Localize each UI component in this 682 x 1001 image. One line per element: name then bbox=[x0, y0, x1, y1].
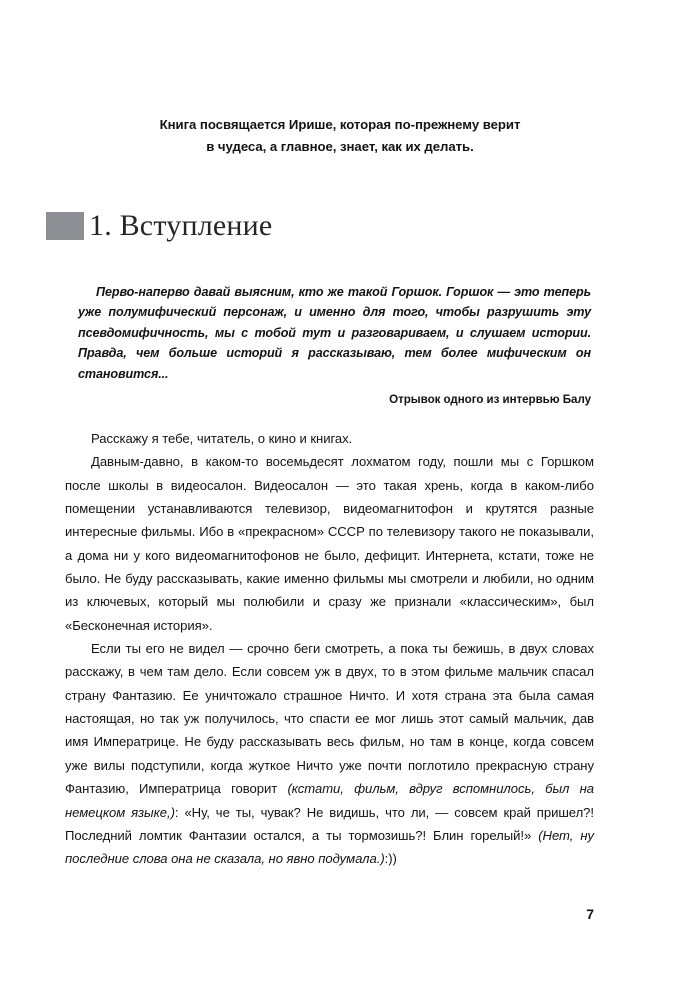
dedication-line-2: в чудеса, а главное, знает, как их делать. bbox=[206, 139, 474, 154]
dedication-line-1: Книга посвящается Ирише, которая по-прежнему верит bbox=[159, 117, 521, 132]
chapter-heading bbox=[46, 206, 272, 246]
page-number: 7 bbox=[586, 906, 594, 922]
epigraph-source: Отрывок одного из интервью Балу bbox=[389, 393, 591, 407]
body-text bbox=[65, 427, 594, 871]
chapter-title: 1. Вступление bbox=[89, 209, 273, 242]
paragraph: Давным-давно, в каком-то восемьдесят лохматом году, пошли мы с Горшком после школы в видеосалон. Видеосалон — это такая хрень, когда в каком-либо помещении устанавливаются телевизор, видеомагнитофон и крутятся разные интересные фильмы. Ибо в «прекрасном» СССР по телевизору такого не показывали, а дома ни у кого видеомагнитофонов не было, дефицит. Интернета, кстати, тоже не было. Не буду рассказывать, какие именно фильмы мы смотрели и любили, но одним из ключевых, который мы полюбили и сразу же признали «классическим», был «Бесконечная история». bbox=[65, 454, 594, 633]
chapter-marker-block bbox=[46, 212, 84, 240]
epigraph-block bbox=[78, 282, 591, 408]
emphasis-run: (кстати, фильм, вдруг вспомнилось, был на немецком языке,) bbox=[65, 781, 594, 820]
epigraph-text: Перво-наперво давай выясним, кто же такой Горшок. Горшок — это теперь уже полумифический персонаж, и именно для того, чтобы разрушить эту псевдомифичность, мы с тобой тут и разговариваем, и слушаем истории. Правда, чем больше историй я рассказываю, тем более мифическим он становится... bbox=[78, 285, 591, 381]
emphasis-run: (Нет, ну последние слова она не сказала, но явно подумала.) bbox=[65, 827, 594, 867]
paragraph: Расскажу я тебе, читатель, о кино и книгах. bbox=[91, 431, 353, 446]
dedication-block bbox=[90, 114, 590, 158]
paragraph: Если ты его не видел — срочно беги смотреть, а пока ты бежишь, в двух словах расскажу, в чем там дело. Если совсем уж в двух, то в этом фильме мальчик спасал страну Фантазию. Ее уничтожало страшное Ничто. И хотя страна эта была самая настоящая, но так уж получилось, что спасти ее мог лишь этот самый мальчик, дав имя Императрице. Не буду рассказывать весь фильм, но там в конце, когда совсем уже вилы подступили, когда жуткое Ничто уже почти поглотило прекрасную страну Фантазию, Императрица говорит (кстати, фильм, вдруг вспомнилось, был на немецком языке,): «Ну, че ты, чувак? Не видишь, что ли, — совсем край пришел?! Последний ломтик Фантазии остался, а ты тормозишь?! Блин горелый!» (Нет, ну последние слова она не сказала, но явно подумала.):)) bbox=[65, 641, 595, 867]
